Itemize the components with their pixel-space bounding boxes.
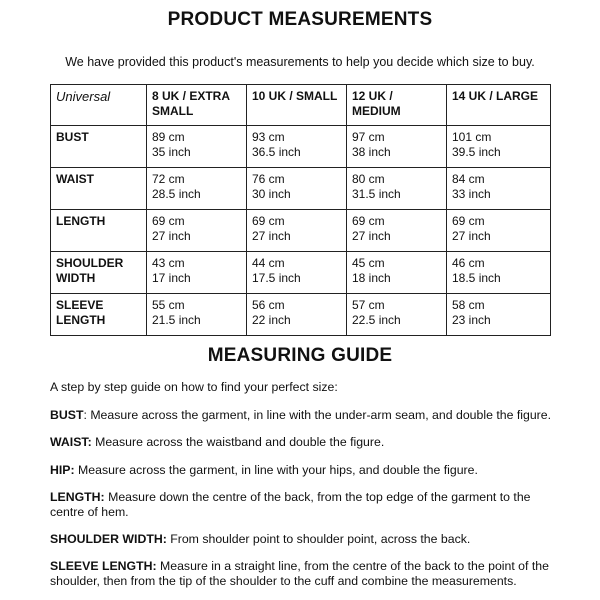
cell-cm: 101 cm	[452, 130, 492, 144]
column-header-line1: 12 UK /	[352, 89, 393, 103]
guide-term: LENGTH:	[50, 490, 105, 504]
row-label-shoulder-width	[51, 252, 147, 294]
row-label-line1: LENGTH	[56, 214, 106, 228]
table-cell	[147, 210, 247, 252]
guide-item-hip	[50, 463, 560, 478]
table-cell	[347, 294, 447, 336]
size-table	[50, 84, 551, 336]
table-corner-cell	[51, 85, 147, 126]
column-header-8uk	[147, 85, 247, 126]
table-cell	[447, 126, 551, 168]
table-cell	[447, 210, 551, 252]
column-header-line1: 14 UK / LARGE	[452, 89, 539, 103]
cell-cm: 84 cm	[452, 172, 485, 186]
table-row-shoulder-width	[51, 252, 551, 294]
cell-inch: 33 inch	[452, 187, 491, 201]
cell-inch: 30 inch	[252, 187, 291, 201]
cell-cm: 76 cm	[252, 172, 285, 186]
column-header-line2: SMALL	[152, 104, 194, 118]
row-label-line1: SHOULDER	[56, 256, 124, 270]
cell-cm: 69 cm	[252, 214, 285, 228]
table-cell	[347, 168, 447, 210]
cell-cm: 80 cm	[352, 172, 385, 186]
cell-cm: 58 cm	[452, 298, 485, 312]
cell-inch: 22 inch	[252, 313, 291, 327]
table-cell	[247, 252, 347, 294]
table-cell	[447, 252, 551, 294]
cell-cm: 45 cm	[352, 256, 385, 270]
table-cell	[347, 210, 447, 252]
cell-cm: 69 cm	[352, 214, 385, 228]
cell-inch: 27 inch	[452, 229, 491, 243]
column-header-line2: MEDIUM	[352, 104, 401, 118]
row-label-line2: WIDTH	[56, 271, 96, 285]
row-label-line1: BUST	[56, 130, 89, 144]
cell-inch: 18 inch	[352, 271, 391, 285]
cell-cm: 55 cm	[152, 298, 185, 312]
table-cell	[447, 294, 551, 336]
guide-text: Measure across the garment, in line with your hips, and double the figure.	[74, 463, 478, 477]
cell-cm: 56 cm	[252, 298, 285, 312]
table-row-waist	[51, 168, 551, 210]
table-row-bust	[51, 126, 551, 168]
cell-inch: 39.5 inch	[452, 145, 501, 159]
table-cell	[447, 168, 551, 210]
guide-term: HIP:	[50, 463, 75, 477]
cell-inch: 17.5 inch	[252, 271, 301, 285]
row-label-bust	[51, 126, 147, 168]
column-header-line1: 10 UK / SMALL	[252, 89, 338, 103]
intro-text: We have provided this product's measurements to help you decide which size to buy.	[65, 55, 535, 69]
table-row-sleeve-length	[51, 294, 551, 336]
cell-inch: 38 inch	[352, 145, 391, 159]
guide-title: MEASURING GUIDE	[207, 345, 393, 366]
table-cell	[247, 126, 347, 168]
row-label-line1: SLEEVE	[56, 298, 104, 312]
column-header-12uk	[347, 85, 447, 126]
guide-item-shoulder-width	[50, 532, 560, 547]
guide-text: Measure in a straight line, from the centre of the back to the point of the shoulder, then from the tip of the shoulder to the cuff and combine the measurements.	[50, 559, 549, 588]
guide-term: SHOULDER WIDTH:	[50, 532, 167, 546]
cell-cm: 69 cm	[152, 214, 185, 228]
cell-inch: 27 inch	[152, 229, 191, 243]
guide-text: From shoulder point to shoulder point, across the back.	[166, 532, 471, 546]
guide-item-bust	[50, 408, 560, 423]
cell-inch: 21.5 inch	[152, 313, 201, 327]
guide-item-length	[50, 490, 560, 520]
cell-inch: 31.5 inch	[352, 187, 401, 201]
table-cell	[247, 294, 347, 336]
guide-term: BUST	[50, 408, 84, 422]
row-label-waist	[51, 168, 147, 210]
guide-text: : Measure across the garment, in line with the under-arm seam, and double the figure.	[83, 408, 552, 422]
cell-inch: 22.5 inch	[352, 313, 401, 327]
guide-term: WAIST:	[50, 435, 92, 449]
cell-cm: 46 cm	[452, 256, 485, 270]
cell-cm: 44 cm	[252, 256, 285, 270]
cell-cm: 43 cm	[152, 256, 185, 270]
universal-label: Universal	[56, 89, 111, 104]
table-cell	[247, 210, 347, 252]
table-header-row	[51, 85, 551, 126]
cell-inch: 18.5 inch	[452, 271, 501, 285]
guide-term: SLEEVE LENGTH:	[50, 559, 157, 573]
guide-item-waist	[50, 435, 560, 450]
table-cell	[147, 294, 247, 336]
row-label-sleeve-length	[51, 294, 147, 336]
cell-cm: 97 cm	[352, 130, 385, 144]
cell-cm: 57 cm	[352, 298, 385, 312]
row-label-line2: LENGTH	[56, 313, 106, 327]
table-cell	[347, 126, 447, 168]
cell-cm: 69 cm	[452, 214, 485, 228]
table-cell	[247, 168, 347, 210]
row-label-length	[51, 210, 147, 252]
row-label-line1: WAIST	[56, 172, 94, 186]
guide-text: Measure across the waistband and double the figure.	[91, 435, 385, 449]
cell-inch: 27 inch	[352, 229, 391, 243]
page-title: PRODUCT MEASUREMENTS	[167, 9, 433, 30]
guide-item-sleeve-length	[50, 559, 560, 589]
column-header-14uk	[447, 85, 551, 126]
table-cell	[147, 252, 247, 294]
table-cell	[147, 168, 247, 210]
cell-cm: 89 cm	[152, 130, 185, 144]
cell-inch: 28.5 inch	[152, 187, 201, 201]
cell-inch: 17 inch	[152, 271, 191, 285]
guide-text: Measure down the centre of the back, from the top edge of the garment to the centre of hem.	[50, 490, 531, 519]
table-cell	[147, 126, 247, 168]
cell-inch: 36.5 inch	[252, 145, 301, 159]
cell-inch: 27 inch	[252, 229, 291, 243]
cell-inch: 23 inch	[452, 313, 491, 327]
column-header-10uk	[247, 85, 347, 126]
cell-inch: 35 inch	[152, 145, 191, 159]
column-header-line1: 8 UK / EXTRA	[152, 89, 231, 103]
table-cell	[347, 252, 447, 294]
cell-cm: 72 cm	[152, 172, 185, 186]
guide-intro: A step by step guide on how to find your perfect size:	[50, 380, 338, 394]
table-row-length	[51, 210, 551, 252]
cell-cm: 93 cm	[252, 130, 285, 144]
